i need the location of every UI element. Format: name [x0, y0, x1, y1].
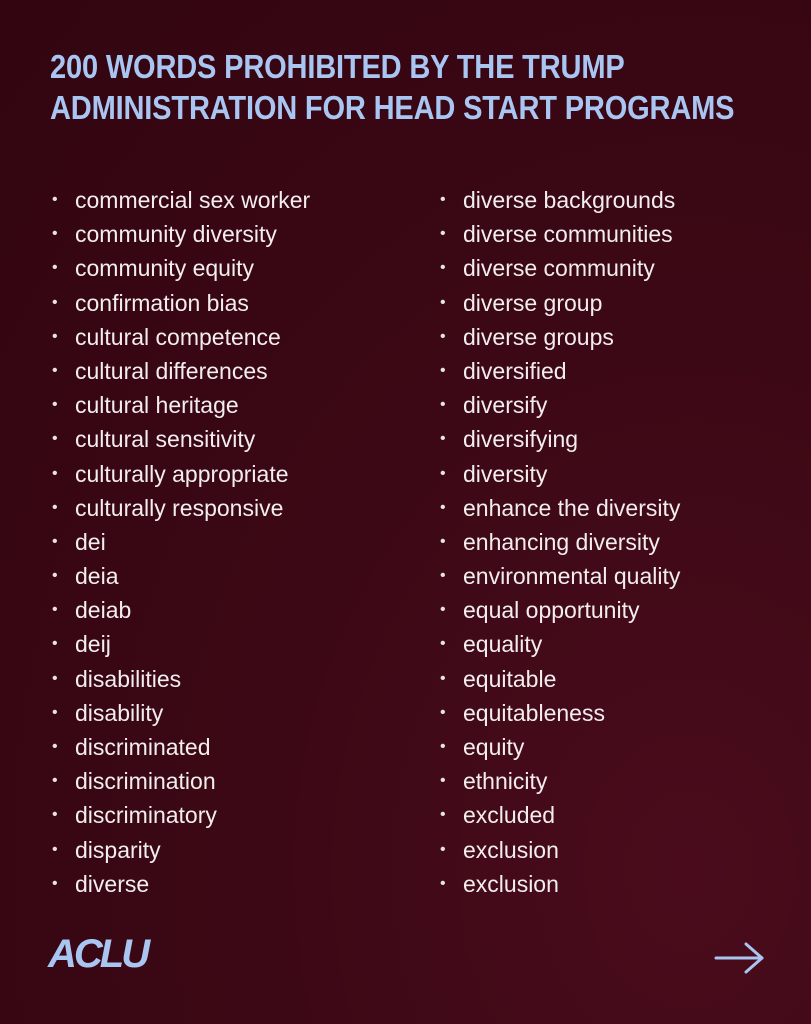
bullet-icon: •: [52, 601, 58, 619]
bullet-icon: •: [52, 498, 58, 516]
list-item: [438, 491, 680, 525]
list-item-text: diverse communities: [463, 221, 673, 248]
list-item-text: deij: [75, 631, 111, 658]
bullet-icon: •: [52, 567, 58, 585]
list-item-text: disability: [75, 699, 164, 726]
list-item: [438, 320, 680, 354]
bullet-icon: •: [52, 293, 58, 311]
bullet-icon: •: [52, 635, 58, 653]
word-list-left: [50, 183, 310, 901]
list-item-text: disparity: [75, 836, 161, 863]
list-item-text: cultural heritage: [75, 392, 239, 419]
list-item: [438, 286, 680, 320]
bullet-icon: •: [440, 703, 446, 721]
list-item-text: culturally responsive: [75, 494, 284, 521]
list-item: [438, 422, 680, 456]
bullet-icon: •: [440, 567, 446, 585]
bullet-icon: •: [52, 191, 58, 208]
bullet-icon: •: [52, 772, 58, 790]
list-item: [438, 627, 680, 661]
list-item: [438, 867, 680, 901]
bullet-icon: •: [52, 703, 58, 721]
list-item: [438, 764, 680, 798]
list-item-text: diversified: [463, 357, 567, 384]
list-item: [50, 764, 310, 798]
list-item: [50, 286, 310, 320]
bullet-icon: •: [52, 327, 58, 345]
list-item-text: equal opportunity: [463, 597, 640, 624]
bullet-icon: •: [440, 396, 446, 414]
title-line-2: ADMINISTRATION FOR HEAD START PROGRAMS: [50, 89, 735, 126]
bullet-icon: •: [440, 532, 446, 550]
list-item-text: disabilities: [75, 665, 182, 692]
list-item-text: exclusion: [463, 870, 559, 897]
list-item: [50, 422, 310, 456]
word-list-right: [438, 183, 680, 901]
list-item: [50, 491, 310, 525]
bullet-icon: •: [440, 361, 446, 379]
bullet-icon: •: [440, 464, 446, 482]
list-item-text: culturally appropriate: [75, 460, 289, 487]
list-item: [438, 559, 680, 593]
list-item: [438, 388, 680, 422]
list-item-text: diversify: [463, 392, 548, 419]
bullet-icon: •: [440, 738, 446, 755]
bullet-icon: •: [440, 430, 446, 448]
bullet-icon: •: [440, 498, 446, 516]
list-item: [50, 354, 310, 388]
list-item: [50, 798, 310, 832]
bullet-icon: •: [440, 293, 446, 311]
list-item-text: diverse community: [463, 255, 655, 282]
list-item-text: deia: [75, 563, 119, 590]
list-item: [50, 662, 310, 696]
list-item: [438, 183, 680, 217]
bullet-icon: •: [52, 464, 58, 482]
bullet-icon: •: [440, 601, 446, 619]
list-item-text: environmental quality: [463, 563, 681, 590]
list-item-text: cultural competence: [75, 323, 281, 350]
bullet-icon: •: [52, 874, 58, 892]
list-item-text: diversifying: [463, 426, 579, 453]
list-item: [50, 217, 310, 251]
list-item: [50, 867, 310, 901]
list-item-text: diverse group: [463, 289, 603, 316]
bullet-icon: •: [440, 635, 446, 653]
list-item-text: diverse groups: [463, 323, 614, 350]
list-item-text: discriminated: [75, 734, 211, 760]
list-item: [438, 217, 680, 251]
bullet-icon: •: [52, 225, 58, 243]
list-item: [438, 457, 680, 491]
list-item-text: community diversity: [75, 221, 277, 248]
list-item-text: equity: [463, 734, 525, 760]
page-title: [50, 46, 735, 128]
list-item: [438, 833, 680, 867]
list-item: [438, 354, 680, 388]
list-item-text: equitable: [463, 665, 557, 692]
list-item: [50, 183, 310, 217]
list-item-text: equality: [463, 631, 543, 658]
list-item: [50, 696, 310, 730]
bullet-icon: •: [52, 259, 58, 277]
list-item: [50, 559, 310, 593]
list-item: [438, 798, 680, 832]
bullet-icon: •: [440, 669, 446, 687]
bullet-icon: •: [52, 361, 58, 379]
list-item-text: discriminatory: [75, 802, 217, 829]
bullet-icon: •: [440, 806, 446, 824]
list-item-text: ethnicity: [463, 768, 548, 795]
bullet-icon: •: [52, 738, 58, 755]
list-item-text: cultural differences: [75, 357, 268, 384]
title-line-1: 200 WORDS PROHIBITED BY THE TRUMP: [50, 48, 625, 85]
bullet-icon: •: [440, 191, 446, 208]
list-item-text: exclusion: [463, 836, 559, 863]
list-item: [50, 388, 310, 422]
bullet-icon: •: [52, 532, 58, 550]
bullet-icon: •: [440, 874, 446, 892]
bullet-icon: •: [440, 225, 446, 243]
bullet-icon: •: [440, 327, 446, 345]
bullet-icon: •: [440, 259, 446, 277]
list-item: [438, 251, 680, 285]
list-item: [50, 525, 310, 559]
list-item-text: diverse backgrounds: [463, 187, 676, 213]
list-item-text: discrimination: [75, 768, 216, 795]
list-item-text: community equity: [75, 255, 254, 282]
list-item: [50, 251, 310, 285]
bullet-icon: •: [52, 806, 58, 824]
list-item-text: diversity: [463, 460, 548, 487]
aclu-logo: ACLU: [48, 932, 148, 976]
list-item: [50, 457, 310, 491]
list-item-text: excluded: [463, 802, 556, 829]
bullet-icon: •: [440, 772, 446, 790]
list-item-text: dei: [75, 528, 106, 555]
list-item-text: confirmation bias: [75, 289, 249, 316]
list-item: [438, 662, 680, 696]
list-item: [438, 696, 680, 730]
list-item: [438, 593, 680, 627]
bullet-icon: •: [52, 840, 58, 858]
list-item: [438, 730, 680, 764]
list-item-text: enhance the diversity: [463, 494, 681, 521]
list-item: [438, 525, 680, 559]
list-item: [50, 593, 310, 627]
list-item-text: deiab: [75, 597, 132, 624]
bullet-icon: •: [52, 669, 58, 687]
list-item: [50, 320, 310, 354]
bullet-icon: •: [52, 430, 58, 448]
bullet-icon: •: [52, 396, 58, 414]
list-item: [50, 627, 310, 661]
arrow-right-icon[interactable]: [714, 938, 766, 978]
list-item-text: commercial sex worker: [75, 187, 311, 213]
list-item-text: enhancing diversity: [463, 528, 660, 555]
list-item-text: cultural sensitivity: [75, 426, 256, 453]
list-item-text: diverse: [75, 870, 150, 897]
list-item: [50, 730, 310, 764]
bullet-icon: •: [440, 840, 446, 858]
list-item: [50, 833, 310, 867]
list-item-text: equitableness: [463, 699, 605, 726]
